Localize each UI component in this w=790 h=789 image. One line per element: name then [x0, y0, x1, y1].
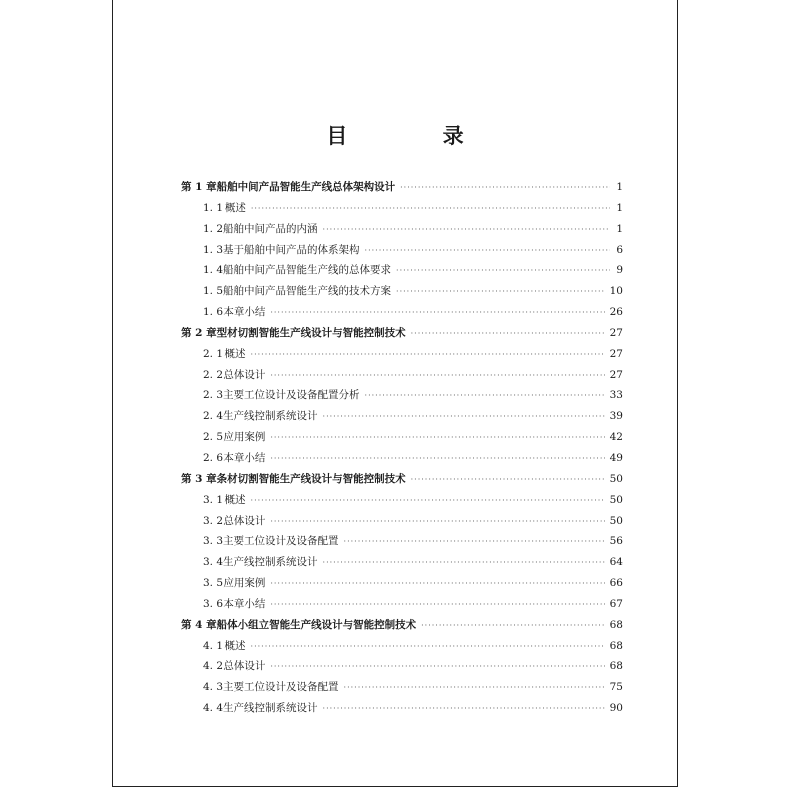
toc-page-number: 50 — [609, 493, 623, 506]
toc-page-number: 67 — [609, 597, 623, 610]
toc-section-row[interactable] — [181, 677, 623, 698]
toc-section-row[interactable] — [181, 302, 623, 323]
toc-entry-title: 生产线控制系统设计 — [223, 556, 318, 569]
toc-leader-dots — [421, 616, 605, 637]
toc-entry-number: 第 4 章 — [181, 618, 217, 631]
toc-entry-title: 总体设计 — [223, 514, 266, 527]
toc-entry-number: 4. 1 — [203, 639, 224, 652]
toc-chapter-row[interactable] — [181, 615, 623, 636]
toc-entry-title: 生产线控制系统设计 — [223, 702, 318, 715]
toc-entry-number: 2. 2 — [203, 368, 224, 381]
toc-entry-number: 1. 3 — [203, 243, 224, 256]
toc-section-row[interactable] — [181, 448, 623, 469]
toc-entry-number: 1. 5 — [203, 285, 224, 298]
toc-leader-dots — [270, 449, 604, 470]
toc-chapter-row[interactable] — [181, 469, 623, 490]
toc-page-number: 33 — [609, 389, 623, 402]
toc-section-row[interactable] — [181, 406, 623, 427]
toc-leader-dots — [323, 553, 605, 574]
toc-entry-title: 生产线控制系统设计 — [223, 410, 318, 423]
toc-page-number: 56 — [609, 535, 623, 548]
toc-page-number: 27 — [609, 326, 623, 339]
toc-entry-number: 3. 3 — [203, 535, 224, 548]
toc-entry-title: 本章小结 — [223, 451, 266, 464]
toc-entry-number: 4. 4 — [203, 702, 224, 715]
toc-section-row[interactable] — [181, 490, 623, 511]
toc-section-row[interactable] — [181, 198, 623, 219]
toc-entry-title: 基于船舶中间产品的体系架构 — [223, 243, 360, 256]
toc-entry-title: 船舶中间产品智能生产线的技术方案 — [223, 285, 392, 298]
toc-entry-title: 船体小组立智能生产线设计与智能控制技术 — [216, 618, 417, 631]
toc-leader-dots — [270, 428, 604, 449]
toc-entry-title: 主要工位设计及设备配置 — [223, 535, 339, 548]
toc-page-number: 68 — [609, 618, 623, 631]
toc-entry-number: 1. 4 — [203, 264, 224, 277]
toc-page-number: 27 — [609, 347, 623, 360]
toc-section-row[interactable] — [181, 511, 623, 532]
toc-leader-dots — [396, 261, 610, 282]
toc-entry-title: 概述 — [224, 493, 246, 506]
toc-entry-title: 总体设计 — [223, 368, 266, 381]
toc-entry-title: 本章小结 — [223, 597, 266, 610]
toc-leader-dots — [270, 574, 604, 595]
toc-section-row[interactable] — [181, 552, 623, 573]
toc-section-row[interactable] — [181, 260, 623, 281]
toc-entry-number: 3. 6 — [203, 597, 224, 610]
toc-section-row[interactable] — [181, 219, 623, 240]
table-of-contents — [181, 177, 623, 719]
toc-section-row[interactable] — [181, 573, 623, 594]
toc-page-number: 66 — [609, 577, 623, 590]
toc-leader-dots — [323, 407, 605, 428]
toc-entry-title: 总体设计 — [223, 660, 266, 673]
toc-leader-dots — [251, 491, 605, 512]
toc-entry-title: 概述 — [224, 347, 246, 360]
toc-entry-number: 2. 3 — [203, 389, 224, 402]
toc-leader-dots — [251, 637, 605, 658]
toc-leader-dots — [365, 386, 605, 407]
toc-entry-number: 4. 3 — [203, 681, 224, 694]
toc-entry-title: 条材切割智能生产线设计与智能控制技术 — [216, 472, 406, 485]
toc-entry-number: 第 2 章 — [181, 326, 217, 339]
toc-entry-number: 3. 1 — [203, 493, 224, 506]
toc-page-number: 68 — [609, 660, 623, 673]
toc-section-row[interactable] — [181, 344, 623, 365]
toc-page-number: 50 — [609, 472, 623, 485]
toc-entry-title: 船舶中间产品的内涵 — [223, 222, 318, 235]
toc-entry-number: 1. 2 — [203, 222, 224, 235]
toc-page-number: 1 — [616, 201, 623, 214]
toc-leader-dots — [396, 282, 605, 303]
toc-leader-dots — [411, 470, 605, 491]
toc-page-number: 64 — [609, 556, 623, 569]
toc-leader-dots — [270, 366, 604, 387]
toc-leader-dots — [251, 199, 610, 220]
toc-leader-dots — [270, 595, 604, 616]
toc-entry-number: 2. 5 — [203, 431, 224, 444]
toc-leader-dots — [365, 241, 610, 262]
toc-page-number: 90 — [609, 702, 623, 715]
document-page — [112, 0, 678, 787]
toc-entry-number: 3. 5 — [203, 577, 224, 590]
toc-leader-dots — [270, 512, 604, 533]
toc-chapter-row[interactable] — [181, 177, 623, 198]
toc-entry-number: 3. 2 — [203, 514, 224, 527]
toc-page-number: 6 — [616, 243, 623, 256]
toc-entry-number: 第 3 章 — [181, 472, 217, 485]
page-title: 目 录 — [326, 123, 508, 148]
toc-section-row[interactable] — [181, 365, 623, 386]
toc-section-row[interactable] — [181, 385, 623, 406]
toc-section-row[interactable] — [181, 656, 623, 677]
toc-leader-dots — [400, 178, 610, 199]
toc-entry-title: 型材切割智能生产线设计与智能控制技术 — [216, 326, 406, 339]
toc-page-number: 50 — [609, 514, 623, 527]
toc-section-row[interactable] — [181, 698, 623, 719]
toc-leader-dots — [323, 699, 605, 720]
toc-page-number: 26 — [609, 306, 623, 319]
toc-chapter-row[interactable] — [181, 323, 623, 344]
toc-section-row[interactable] — [181, 240, 623, 261]
toc-page-number: 1 — [616, 222, 623, 235]
toc-entry-title: 应用案例 — [223, 431, 266, 444]
toc-leader-dots — [270, 303, 604, 324]
toc-entry-number: 4. 2 — [203, 660, 224, 673]
toc-page-number: 27 — [609, 368, 623, 381]
toc-entry-number: 2. 4 — [203, 410, 224, 423]
toc-leader-dots — [323, 220, 610, 241]
toc-entry-title: 概述 — [224, 201, 246, 214]
toc-leader-dots — [344, 678, 605, 699]
toc-section-row[interactable] — [181, 636, 623, 657]
toc-page-number: 49 — [609, 451, 623, 464]
toc-section-row[interactable] — [181, 594, 623, 615]
toc-page-number: 10 — [609, 285, 623, 298]
toc-page-number: 1 — [616, 181, 623, 193]
toc-entry-number: 2. 6 — [203, 451, 224, 464]
toc-page-number: 9 — [616, 264, 623, 277]
toc-leader-dots — [411, 324, 605, 345]
toc-entry-number: 第 1 章 — [181, 181, 217, 193]
toc-page-number: 39 — [609, 410, 623, 423]
toc-section-row[interactable] — [181, 281, 623, 302]
toc-section-row[interactable] — [181, 531, 623, 552]
toc-page-number: 42 — [609, 431, 623, 444]
toc-page-number: 75 — [609, 681, 623, 694]
toc-entry-title: 本章小结 — [223, 306, 266, 319]
toc-section-row[interactable] — [181, 427, 623, 448]
toc-leader-dots — [344, 532, 605, 553]
toc-entry-title: 船舶中间产品智能生产线总体架构设计 — [216, 181, 396, 193]
toc-entry-title: 主要工位设计及设备配置分析 — [223, 389, 360, 402]
toc-entry-number: 2. 1 — [203, 347, 224, 360]
toc-leader-dots — [251, 345, 605, 366]
toc-entry-title: 主要工位设计及设备配置 — [223, 681, 339, 694]
toc-page-number: 68 — [609, 639, 623, 652]
toc-entry-number: 1. 6 — [203, 306, 224, 319]
toc-leader-dots — [270, 657, 604, 678]
toc-entry-title: 应用案例 — [223, 577, 266, 590]
toc-entry-number: 1. 1 — [203, 201, 224, 214]
toc-entry-title: 概述 — [224, 639, 246, 652]
toc-entry-number: 3. 4 — [203, 556, 224, 569]
toc-entry-title: 船舶中间产品智能生产线的总体要求 — [223, 264, 392, 277]
